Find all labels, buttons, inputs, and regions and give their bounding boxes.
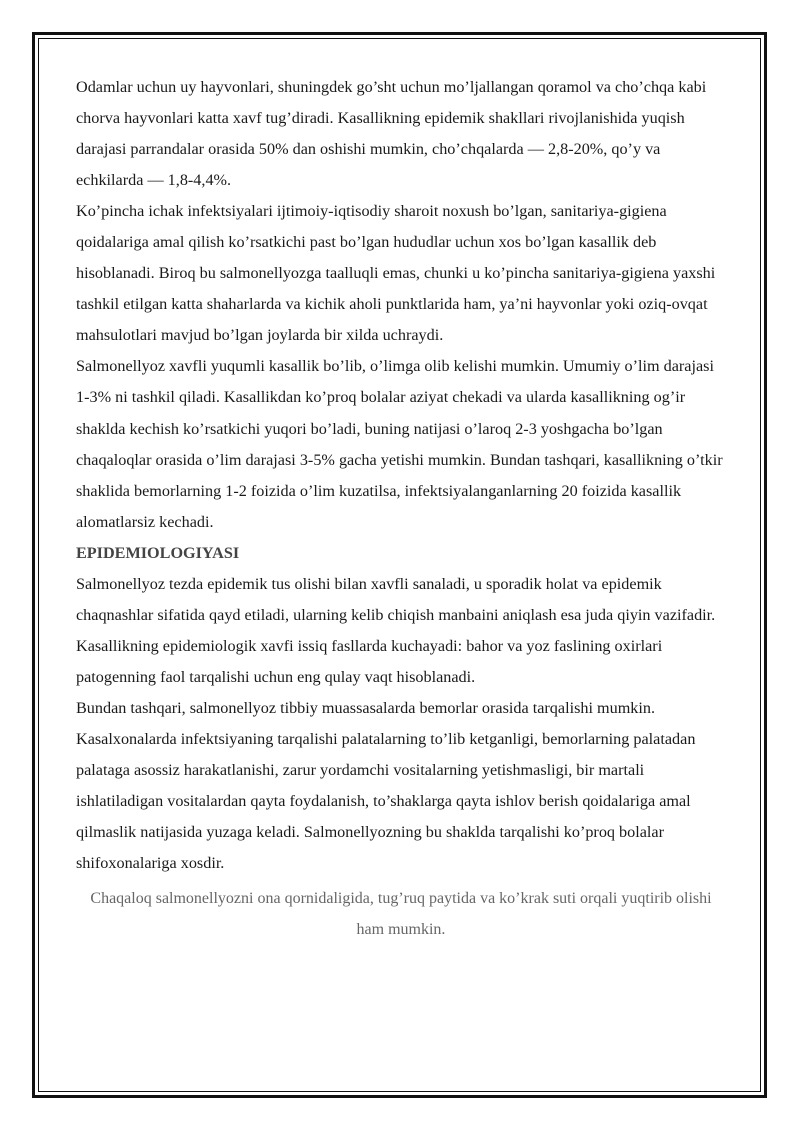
document-body [76,72,726,945]
infant-infection-note: Chaqaloq salmonellyozni ona qornidaligida, tug’ruq paytida va ko’krak suti orqali yuqtirib olishi ham mumkin. [90,890,712,939]
paragraph-epidemic: Salmonellyoz tezda epidemik tus olishi bilan xavfli sanaladi, u sporadik holat va epidemik chaqnashlar sifatida qayd etiladi, ularning kelib chiqish manbaini aniqlash esa juda qiyin vazifadir. Kasallikning epidemiologik xavfi issiq fasllarda kuchayadi: bahor va yoz faslining oxirlari patogenning faol tarqalishi uchun eng qulay vaqt hisoblanadi. [76,574,716,686]
section-heading: EPIDEMIOLOGIYASI [76,543,240,562]
paragraph-mortality: Salmonellyoz xavfli yuqumli kasallik bo’lib, o’limga olib kelishi mumkin. Umumiy o’lim darajasi 1-3% ni tashkil qiladi. Kasallikdan ko’proq bolalar aziyat chekadi va ularda kasallikning og’ir shaklda kechish ko’rsatkichi yuqori bo’ladi, buning natijasi o’laroq 2-3 yoshgacha bo’lgan chaqaloqlar orasida o’lim darajasi 3-5% gacha yetishi mumkin. Bundan tashqari, kasallikning o’tkir shaklida bemorlarning 1-2 foizida o’lim kuzatilsa, infektsiyalanganlarning 20 foizida kasallik alomatlarsiz kechadi. [76,357,723,531]
paragraph-livestock-risk: Odamlar uchun uy hayvonlari, shuningdek go’sht uchun mo’ljallangan qoramol va cho’chqa kabi chorva hayvonlari katta xavf tug’diradi. Kasallikning epidemik shakllari rivojlanishida yuqish darajasi parrandalar orasida 50% dan oshishi mumkin, cho’chqalarda — 2,8-20%, qo’y va echkilarda — 1,8-4,4%. [76,78,707,190]
paragraph-sanitation: Ko’pincha ichak infektsiyalari ijtimoiy-iqtisodiy sharoit noxush bo’lgan, sanitariya-gigiena qoidalariga amal qilish ko’rsatkichi past bo’lgan hududlar uchun xos bo’lgan kasallik deb hisoblanadi. Biroq bu salmonellyozga taalluqli emas, chunki u ko’pincha sanitariya-gigiena yaxshi tashkil etilgan katta shaharlarda va kichik aholi punktlarida ham, ya’ni hayvonlar yoki oziq-ovqat mahsulotlari mavjud bo’lgan joylarda bir xilda uchraydi. [76,202,716,345]
paragraph-hospital-spread: Bundan tashqari, salmonellyoz tibbiy muassasalarda bemorlar orasida tarqalishi mumkin. Kasalxonalarda infektsiyaning tarqalishi palatalarning to’lib ketganligi, bemorlarning palatadan palataga asossiz harakatlanishi, zarur yordamchi vositalarning yetishmasligi, bir martali ishlatiladigan vositalardan qayta foydalanish, to’shaklarga qayta ishlov berish qoidalariga amal qilmaslik natijasida yuzaga keladi. Salmonellyozning bu shaklda tarqalishi ko’proq bolalar shifoxonalariga xosdir. [76,698,696,873]
